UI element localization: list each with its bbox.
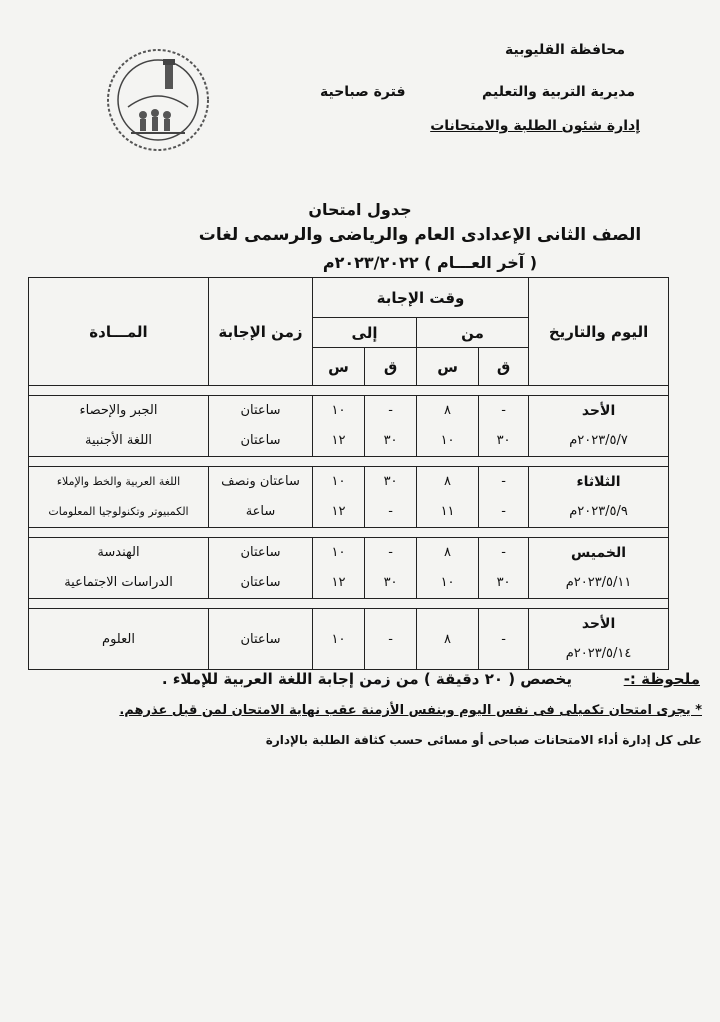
from-hour-cell: ٨	[417, 609, 479, 670]
row-spacer	[29, 386, 669, 396]
from-minute-cell: -	[479, 609, 529, 670]
table-row	[29, 396, 669, 457]
note-label: ملحوظة :-	[623, 670, 700, 688]
header-answer-time: وقت الإجابة	[313, 278, 529, 318]
to-hour: ١٠	[331, 403, 346, 418]
to-minute: -	[388, 504, 393, 519]
from-minute: -	[501, 403, 506, 418]
ministry-seal-icon	[103, 45, 213, 155]
to-hour: ١٢	[331, 504, 346, 519]
from-minute: ٣٠	[496, 575, 511, 590]
subject: الكمبيوتر وتكنولوجيا المعلومات	[48, 505, 189, 518]
day-date-cell	[529, 396, 669, 457]
day-date-cell	[529, 538, 669, 599]
exam-date: ٢٠٢٣/٥/٩م	[569, 504, 628, 519]
day-name: الثلاثاء	[576, 474, 621, 490]
header-from: من	[417, 318, 529, 348]
note-administration: على كل إدارة أداء الامتحانات صباحى أو مسائى حسب كثافة الطلبة بالإدارة	[265, 733, 702, 747]
to-minute: ٣٠	[383, 433, 398, 448]
from-hour: ١٠	[440, 575, 455, 590]
subject-cell	[29, 467, 209, 528]
to-hour: ١٠	[331, 545, 346, 560]
term-title: ( آخر العـــام ) ٢٠٢٣/٢٠٢٢م	[322, 253, 538, 272]
note-arabic-dictation: يخصص ( ٢٠ دقيقة ) من زمن إجابة اللغة العربية للإملاء .	[161, 670, 572, 688]
note-makeup-exam: * يجرى امتحان تكميلى فى نفس اليوم وبنفس الأزمنة عقب نهاية الامتحان لمن قبل عذرهم.	[119, 703, 702, 718]
from-hour: ٨	[444, 403, 452, 418]
duration-cell: ساعتان	[209, 609, 313, 670]
day-name: الأحد	[581, 616, 616, 632]
day-date-cell	[529, 467, 669, 528]
row-spacer	[29, 457, 669, 467]
from-minute-cell	[479, 396, 529, 457]
header-subject: المـــادة	[29, 278, 209, 386]
duration: ساعتان	[240, 403, 281, 418]
from-minute-cell	[479, 538, 529, 599]
header-from-minute: ق	[479, 348, 529, 386]
subject-cell	[29, 396, 209, 457]
from-minute: -	[501, 504, 506, 519]
from-minute: ٣٠	[496, 433, 511, 448]
to-minute: -	[388, 545, 393, 560]
grade-title: الصف الثانى الإعدادى العام والرياضى والرسمى لغات	[198, 225, 642, 245]
duration: ساعة	[245, 504, 276, 519]
to-minute: -	[388, 403, 393, 418]
day-name: الخميس	[571, 545, 627, 561]
directorate-label: مديرية التربية والتعليم	[482, 84, 635, 100]
to-hour-cell	[313, 538, 365, 599]
duration: ساعتان ونصف	[221, 474, 300, 489]
header-duration: زمن الإجابة	[209, 278, 313, 386]
to-hour: ١٢	[331, 433, 346, 448]
to-minute-cell: -	[365, 609, 417, 670]
from-hour: ١١	[440, 504, 455, 519]
duration: ساعتان	[240, 433, 281, 448]
duration: ساعتان	[240, 575, 281, 590]
row-spacer	[29, 599, 669, 609]
header-to: إلى	[313, 318, 417, 348]
to-minute: ٣٠	[383, 575, 398, 590]
from-minute: -	[501, 474, 506, 489]
to-minute-cell	[365, 396, 417, 457]
from-hour: ٨	[444, 474, 452, 489]
department-label: إدارة شئون الطلبة والامتحانات	[430, 118, 640, 134]
to-hour: ١٠	[331, 474, 346, 489]
table-row	[29, 467, 669, 528]
from-minute: -	[501, 545, 506, 560]
row-spacer	[29, 528, 669, 538]
day-name: الأحد	[581, 403, 616, 419]
subject: الجبر والإحصاء	[79, 403, 158, 418]
to-hour-cell	[313, 467, 365, 528]
from-hour: ٨	[444, 545, 452, 560]
governorate-label: محافظة القليوبية	[505, 42, 625, 58]
subject-cell: العلوم	[29, 609, 209, 670]
exam-date: ٢٠٢٣/٥/١١م	[565, 575, 632, 590]
duration-cell	[209, 396, 313, 457]
duration-cell	[209, 467, 313, 528]
header-from-hour: س	[417, 348, 479, 386]
table-row	[29, 609, 669, 670]
from-hour-cell	[417, 467, 479, 528]
from-minute-cell	[479, 467, 529, 528]
to-minute: ٣٠	[383, 474, 398, 489]
to-minute-cell	[365, 538, 417, 599]
schedule-title: جدول امتحان	[308, 200, 412, 219]
from-hour-cell	[417, 396, 479, 457]
to-minute-cell	[365, 467, 417, 528]
subject: الهندسة	[97, 545, 140, 560]
duration: ساعتان	[240, 545, 281, 560]
exam-date: ٢٠٢٣/٥/١٤م	[565, 646, 632, 661]
header-to-hour: س	[313, 348, 365, 386]
table-row	[29, 538, 669, 599]
duration-cell	[209, 538, 313, 599]
day-date-cell	[529, 609, 669, 670]
to-hour: ١٢	[331, 575, 346, 590]
to-hour-cell	[313, 396, 365, 457]
subject: اللغة الأجنبية	[84, 433, 153, 448]
header-to-minute: ق	[365, 348, 417, 386]
to-hour-cell: ١٠	[313, 609, 365, 670]
subject-cell	[29, 538, 209, 599]
subject: اللغة العربية والخط والإملاء	[56, 475, 181, 488]
from-hour: ١٠	[440, 433, 455, 448]
exam-date: ٢٠٢٣/٥/٧م	[569, 433, 628, 448]
exam-schedule-table	[28, 277, 669, 670]
subject: الدراسات الاجتماعية	[64, 575, 173, 590]
period-label: فترة صباحية	[320, 84, 406, 100]
header-day-date: اليوم والتاريخ	[529, 278, 669, 386]
from-hour-cell	[417, 538, 479, 599]
